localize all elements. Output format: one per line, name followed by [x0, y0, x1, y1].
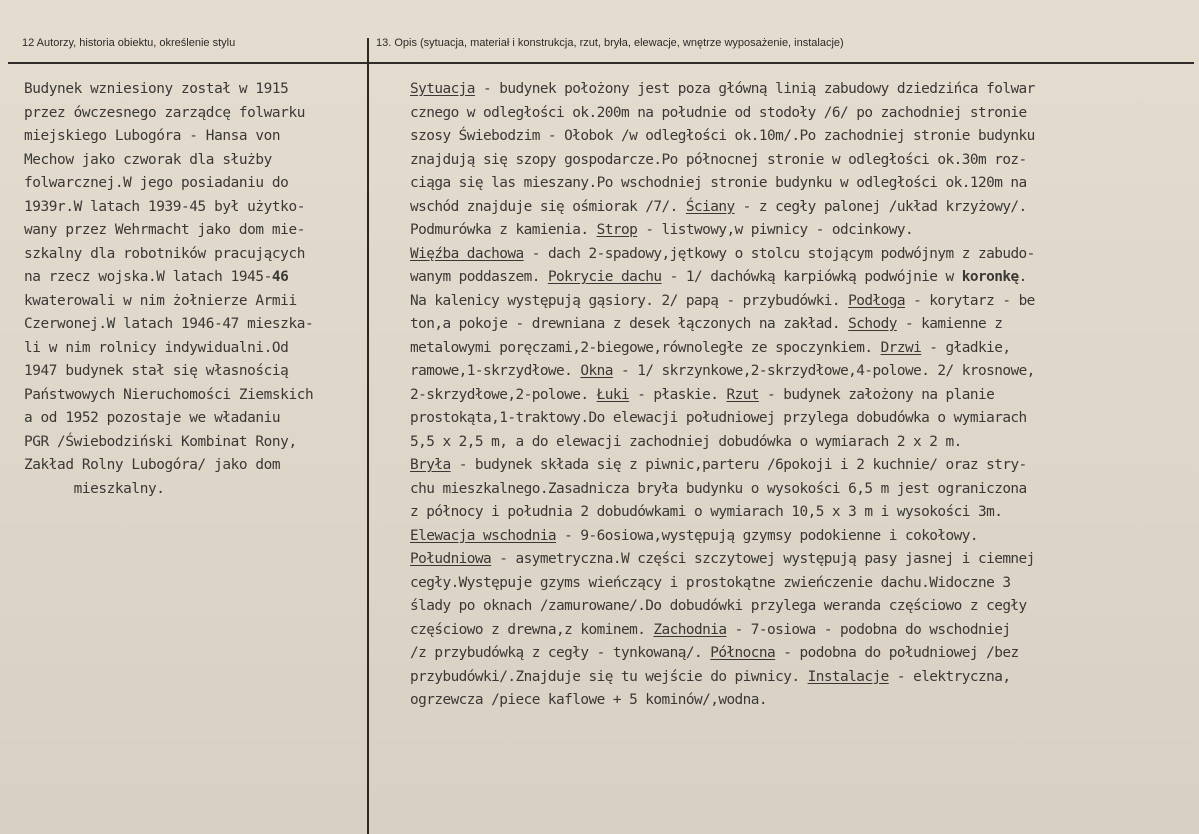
- text-line: [24, 337, 369, 361]
- text-segment: 5,5 x 2,5 m, a do elewacji zachodniej dobudówka o wymiarach 2 x 2 m.: [410, 433, 962, 450]
- text-segment: a od 1952 pozostaje we władaniu: [24, 410, 281, 426]
- text-segment: folwarcznej.W jego posiadaniu do: [24, 175, 289, 191]
- description-text: [410, 78, 1199, 713]
- text-line: [410, 689, 1199, 713]
- text-line: [410, 642, 1199, 666]
- text-line: [410, 666, 1199, 690]
- text-line: [24, 172, 369, 196]
- underlined-heading: Więźba dachowa: [410, 245, 524, 262]
- underlined-heading: Instalacje: [807, 668, 889, 685]
- text-segment: Mechow jako czworak dla służby: [24, 151, 272, 168]
- header-divider: [8, 62, 1194, 64]
- underlined-heading: Bryła: [410, 457, 451, 473]
- text-line: [410, 384, 1199, 408]
- text-segment: mieszkalny.: [24, 480, 165, 497]
- underlined-heading: Sytuacja: [410, 81, 475, 97]
- text-segment: cegły.Występuje gzyms wieńczący i prostokątne zwieńczenie dachu.Widoczne 3: [410, 574, 1011, 591]
- text-segment: chu mieszkalnego.Zasadnicza bryła budynku o wysokości 6,5 m jest ograniczona: [410, 480, 1027, 497]
- text-segment: - listwowy,w piwnicy - odcinkowy.: [637, 222, 914, 238]
- text-segment: - korytarz - be: [904, 292, 1035, 309]
- text-line: [410, 243, 1199, 267]
- text-segment: li w nim rolnicy indywidualni.Od: [24, 339, 289, 356]
- text-segment: - gładkie,: [921, 339, 1011, 356]
- text-segment: wanym poddaszem.: [410, 269, 548, 285]
- text-line: [410, 595, 1199, 619]
- text-segment: 2-skrzydłowe,2-polowe.: [410, 386, 597, 403]
- text-segment: 46: [271, 269, 289, 285]
- text-segment: Na kalenicy występują gąsiory. 2/ papą - przybudówki.: [410, 292, 849, 309]
- text-line: [24, 290, 369, 314]
- text-segment: koronkę: [961, 269, 1019, 285]
- underlined-heading: Drzwi: [880, 339, 922, 356]
- text-segment: ciąga się las mieszany.Po wschodniej stronie budynku w odległości ok.120m na: [410, 175, 1027, 191]
- underlined-heading: Elewacja wschodnia: [410, 527, 557, 544]
- underlined-heading: Okna: [580, 363, 613, 379]
- text-segment: Podmurówka z kamienia.: [410, 222, 597, 238]
- text-line: [24, 384, 369, 408]
- text-segment: ślady po oknach /zamurowane/.Do dobudówki przylega weranda częściowo z cegły: [410, 598, 1027, 614]
- text-line: [24, 102, 369, 126]
- underlined-heading: Łuki: [596, 386, 630, 403]
- text-line: [410, 266, 1199, 290]
- text-segment: .: [1018, 269, 1027, 285]
- text-segment: - dach 2-spadowy,jętkowy o stolcu stojącym podwójnym z zabudo-: [523, 245, 1035, 262]
- text-line: [410, 313, 1199, 337]
- text-line: [24, 78, 369, 102]
- text-line: [410, 290, 1199, 314]
- text-segment: /z przybudówką z cegły - tynkowaną/.: [410, 645, 711, 661]
- underlined-heading: Zachodnia: [653, 621, 727, 638]
- text-segment: na rzecz wojska.W latach 1945-: [24, 269, 272, 285]
- text-line: [24, 196, 369, 220]
- text-segment: 1947 budynek stał się własnością: [24, 363, 289, 379]
- section-13-heading: 13. Opis (sytuacja, materiał i konstrukcja, rzut, bryła, elewacje, wnętrze wyposażenie, instalacje): [376, 37, 844, 49]
- text-segment: - 1/ skrzynkowe,2-skrzydłowe,4-polowe. 2/ krosnowe,: [612, 363, 1035, 379]
- text-segment: Czerwonej.W latach 1946-47 mieszka-: [24, 316, 314, 332]
- text-line: [24, 219, 369, 243]
- section-12-heading: 12 Autorzy, historia obiektu, określenie stylu: [22, 37, 236, 49]
- text-line: [24, 360, 369, 384]
- text-segment: szkalny dla robotników pracujących: [24, 245, 305, 262]
- text-segment: kwaterowali w nim żołnierze Armii: [24, 292, 297, 309]
- text-segment: - płaskie.: [629, 386, 727, 403]
- text-line: [24, 407, 369, 431]
- text-line: [410, 548, 1199, 572]
- text-segment: ton,a pokoje - drewniana z desek łączonych na zakład.: [410, 316, 849, 332]
- underlined-heading: Ściany: [685, 198, 735, 215]
- text-line: [24, 266, 369, 290]
- underlined-heading: Podłoga: [848, 292, 905, 309]
- text-segment: miejskiego Lubogóra - Hansa von: [24, 128, 281, 144]
- text-segment: - elektryczna,: [888, 668, 1011, 685]
- text-segment: Budynek wzniesiony został w 1915: [24, 81, 289, 97]
- text-line: [24, 125, 369, 149]
- text-line: [410, 572, 1199, 596]
- text-segment: przez ówczesnego zarządcę folwarku: [24, 104, 305, 121]
- underlined-heading: Strop: [596, 222, 638, 238]
- text-segment: Zakład Rolny Lubogóra/ jako dom: [24, 457, 281, 473]
- text-segment: Państwowych Nieruchomości Ziemskich: [24, 386, 314, 403]
- text-line: [410, 337, 1199, 361]
- text-line: [24, 478, 369, 502]
- text-line: [24, 454, 369, 478]
- text-segment: - 7-osiowa - podobna do wschodniej: [726, 621, 1011, 638]
- text-line: [410, 219, 1199, 243]
- text-segment: - podobna do południowej /bez: [775, 645, 1019, 661]
- text-segment: ogrzewcza /piece kaflowe + 5 kominów/,wodna.: [410, 692, 768, 708]
- text-segment: 1939r.W latach 1939-45 był użytko-: [24, 198, 305, 215]
- text-segment: znajdują się szopy gospodarcze.Po północnej stronie w odległości ok.30m roz-: [410, 151, 1027, 168]
- text-segment: wany przez Wehrmacht jako dom mie-: [24, 222, 305, 238]
- text-line: [410, 172, 1199, 196]
- text-line: [24, 243, 369, 267]
- authors-history-text: [24, 78, 369, 501]
- text-segment: przybudówki/.Znajduje się tu wejście do piwnicy.: [410, 668, 808, 685]
- text-line: [410, 525, 1199, 549]
- underlined-heading: Pokrycie dachu: [547, 269, 662, 285]
- text-segment: cznego w odległości ok.200m na południe od stodoły /6/ po zachodniej stronie: [410, 104, 1027, 121]
- text-segment: ramowe,1-skrzydłowe.: [410, 363, 581, 379]
- underlined-heading: Rzut: [726, 386, 759, 403]
- text-segment: - asymetryczna.W części szczytowej występują pasy jasnej i ciemnej: [491, 551, 1035, 567]
- underlined-heading: Północna: [710, 645, 776, 661]
- text-segment: PGR /Świebodziński Kombinat Rony,: [24, 433, 297, 450]
- text-segment: - 1/ dachówką karpiówką podwójnie w: [661, 269, 962, 285]
- text-segment: - budynek położony jest poza główną linią zabudowy dziedzińca folwar: [474, 81, 1035, 97]
- text-line: [410, 102, 1199, 126]
- text-line: [410, 619, 1199, 643]
- text-segment: - budynek składa się z piwnic,parteru /6pokoji i 2 kuchnie/ oraz stry-: [450, 457, 1027, 473]
- text-line: [410, 407, 1199, 431]
- text-segment: z północy i południa 2 dobudówkami o wymiarach 10,5 x 3 m i wysokości 3m.: [410, 504, 1003, 520]
- text-segment: - 9-6osiowa,występują gzymsy podokienne i cokołowy.: [556, 527, 978, 544]
- text-segment: prostokąta,1-traktowy.Do elewacji południowej przylega dobudówka o wymiarach: [410, 410, 1027, 426]
- text-line: [24, 431, 369, 455]
- text-segment: szosy Świebodzim - Ołobok /w odległości ok.10m/.Po zachodniej stronie budynku: [410, 128, 1035, 144]
- text-line: [410, 149, 1199, 173]
- text-line: [410, 478, 1199, 502]
- text-line: [24, 313, 369, 337]
- text-line: [410, 78, 1199, 102]
- text-line: [410, 360, 1199, 384]
- text-segment: - budynek założony na planie: [758, 386, 995, 403]
- text-segment: - kamienne z: [896, 316, 1003, 332]
- text-line: [410, 125, 1199, 149]
- text-line: [24, 149, 369, 173]
- underlined-heading: Południowa: [410, 551, 492, 567]
- text-line: [410, 501, 1199, 525]
- text-line: [410, 454, 1199, 478]
- text-segment: - z cegły palonej /układ krzyżowy/.: [734, 198, 1027, 215]
- underlined-heading: Schody: [848, 316, 897, 332]
- text-segment: metalowymi poręczami,2-biegowe,równoległe ze spoczynkiem.: [410, 339, 881, 356]
- text-line: [410, 431, 1199, 455]
- text-segment: częściowo z drewna,z kominem.: [410, 621, 654, 638]
- text-line: [410, 196, 1199, 220]
- text-segment: wschód znajduje się ośmiorak /7/.: [410, 198, 686, 215]
